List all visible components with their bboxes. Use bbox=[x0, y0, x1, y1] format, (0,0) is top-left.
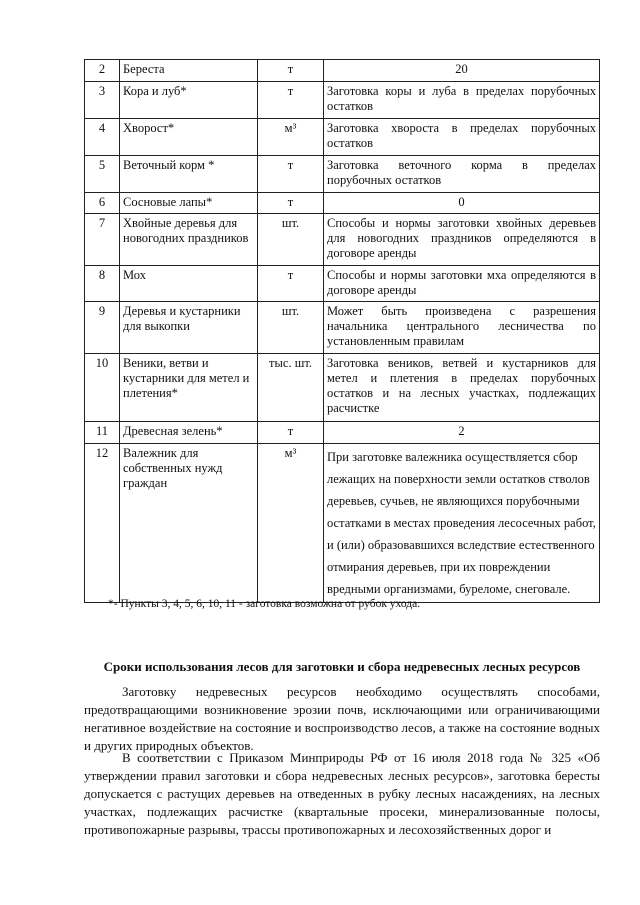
resources-table bbox=[84, 59, 600, 603]
resource-name: Древесная зелень* bbox=[120, 422, 258, 444]
resource-unit: т bbox=[258, 193, 324, 214]
resource-description: 20 bbox=[324, 60, 600, 82]
resource-name: Веточный корм * bbox=[120, 156, 258, 193]
table-row bbox=[85, 193, 600, 214]
paragraph: В соответствии с Приказом Минприроды РФ от 16 июля 2018 года № 325 «Об утверждении правил заготовки и сбора недревесных лесных ресурсов», заготовка бересты допускается с растущих деревьев на отведенных в рубку лесных насаждениях, на лесных участках, подлежащих расчистке (квартальные просеки, минерализованные полосы, противопожарные разрывы, трассы противопожарных и лесохозяйственных дорог и bbox=[84, 750, 600, 837]
row-number: 10 bbox=[85, 354, 120, 422]
row-number: 11 bbox=[85, 422, 120, 444]
resource-unit: шт. bbox=[258, 214, 324, 266]
resource-description: Заготовка веточного корма в пределах порубочных остатков bbox=[324, 156, 600, 193]
resource-description: Может быть произведена с разрешения начальника центрального лесничества по установленным правилам bbox=[324, 302, 600, 354]
resource-unit: т bbox=[258, 422, 324, 444]
resource-name: Хворост* bbox=[120, 119, 258, 156]
row-number: 2 bbox=[85, 60, 120, 82]
table-row bbox=[85, 214, 600, 266]
table-row bbox=[85, 82, 600, 119]
resource-unit: т bbox=[258, 266, 324, 302]
resource-unit: т bbox=[258, 82, 324, 119]
table-row bbox=[85, 302, 600, 354]
row-number: 9 bbox=[85, 302, 120, 354]
resource-name: Мох bbox=[120, 266, 258, 302]
resource-unit: шт. bbox=[258, 302, 324, 354]
resource-name: Хвойные деревья для новогодних праздников bbox=[120, 214, 258, 266]
table-row bbox=[85, 60, 600, 82]
section-heading: Сроки использования лесов для заготовки и сбора недревесных лесных ресурсов bbox=[103, 659, 581, 674]
resource-unit: т bbox=[258, 60, 324, 82]
resource-description: 2 bbox=[324, 422, 600, 444]
table-row bbox=[85, 266, 600, 302]
table-row bbox=[85, 444, 600, 603]
row-number: 7 bbox=[85, 214, 120, 266]
table-row bbox=[85, 354, 600, 422]
resource-description: 0 bbox=[324, 193, 600, 214]
resource-description: Способы и нормы заготовки хвойных деревьев для новогодних праздников определяются в договоре аренды bbox=[324, 214, 600, 266]
resource-name: Деревья и кустарники для выкопки bbox=[120, 302, 258, 354]
resource-name: Береста bbox=[120, 60, 258, 82]
resource-name: Сосновые лапы* bbox=[120, 193, 258, 214]
paragraph: Заготовку недревесных ресурсов необходимо осуществлять способами, предотвращающими возникновение эрозии почв, исключающими или ограничивающими негативное воздействие на состояние и воспроизводство лесов, а также на состояние водных и других природных объектов. bbox=[84, 684, 600, 753]
resource-name: Валежник для собственных нужд граждан bbox=[120, 444, 258, 603]
resource-description: При заготовке валежника осуществляется сбор лежащих на поверхности земли остатков стволов деревьев, сучьев, не являющихся порубочными остатками в местах проведения лесосечных работ, и (или) образовавшихся вследствие естественного отмирания деревьев, при их повреждении вредными организмами, буреломе, снеговале. bbox=[324, 444, 600, 603]
resource-name: Веники, ветви и кустарники для метел и плетения* bbox=[120, 354, 258, 422]
resource-name: Кора и луб* bbox=[120, 82, 258, 119]
row-number: 12 bbox=[85, 444, 120, 603]
table-footnote: *- Пункты 3, 4, 5, 6, 10, 11 - заготовка возможна от рубок ухода. bbox=[108, 598, 421, 610]
row-number: 3 bbox=[85, 82, 120, 119]
table-row bbox=[85, 422, 600, 444]
row-number: 4 bbox=[85, 119, 120, 156]
row-number: 5 bbox=[85, 156, 120, 193]
resource-unit: м³ bbox=[258, 119, 324, 156]
resource-unit: т bbox=[258, 156, 324, 193]
table-row bbox=[85, 119, 600, 156]
table-row bbox=[85, 156, 600, 193]
resource-description: Заготовка коры и луба в пределах порубочных остатков bbox=[324, 82, 600, 119]
row-number: 8 bbox=[85, 266, 120, 302]
row-number: 6 bbox=[85, 193, 120, 214]
resource-description: Способы и нормы заготовки мха определяются в договоре аренды bbox=[324, 266, 600, 302]
resource-description: Заготовка хвороста в пределах порубочных остатков bbox=[324, 119, 600, 156]
resource-unit: м³ bbox=[258, 444, 324, 603]
resource-unit: тыс. шт. bbox=[258, 354, 324, 422]
resource-description: Заготовка веников, ветвей и кустарников для метел и плетения в пределах порубочных остатков и на лесных участках, подлежащих расчистке bbox=[324, 354, 600, 422]
